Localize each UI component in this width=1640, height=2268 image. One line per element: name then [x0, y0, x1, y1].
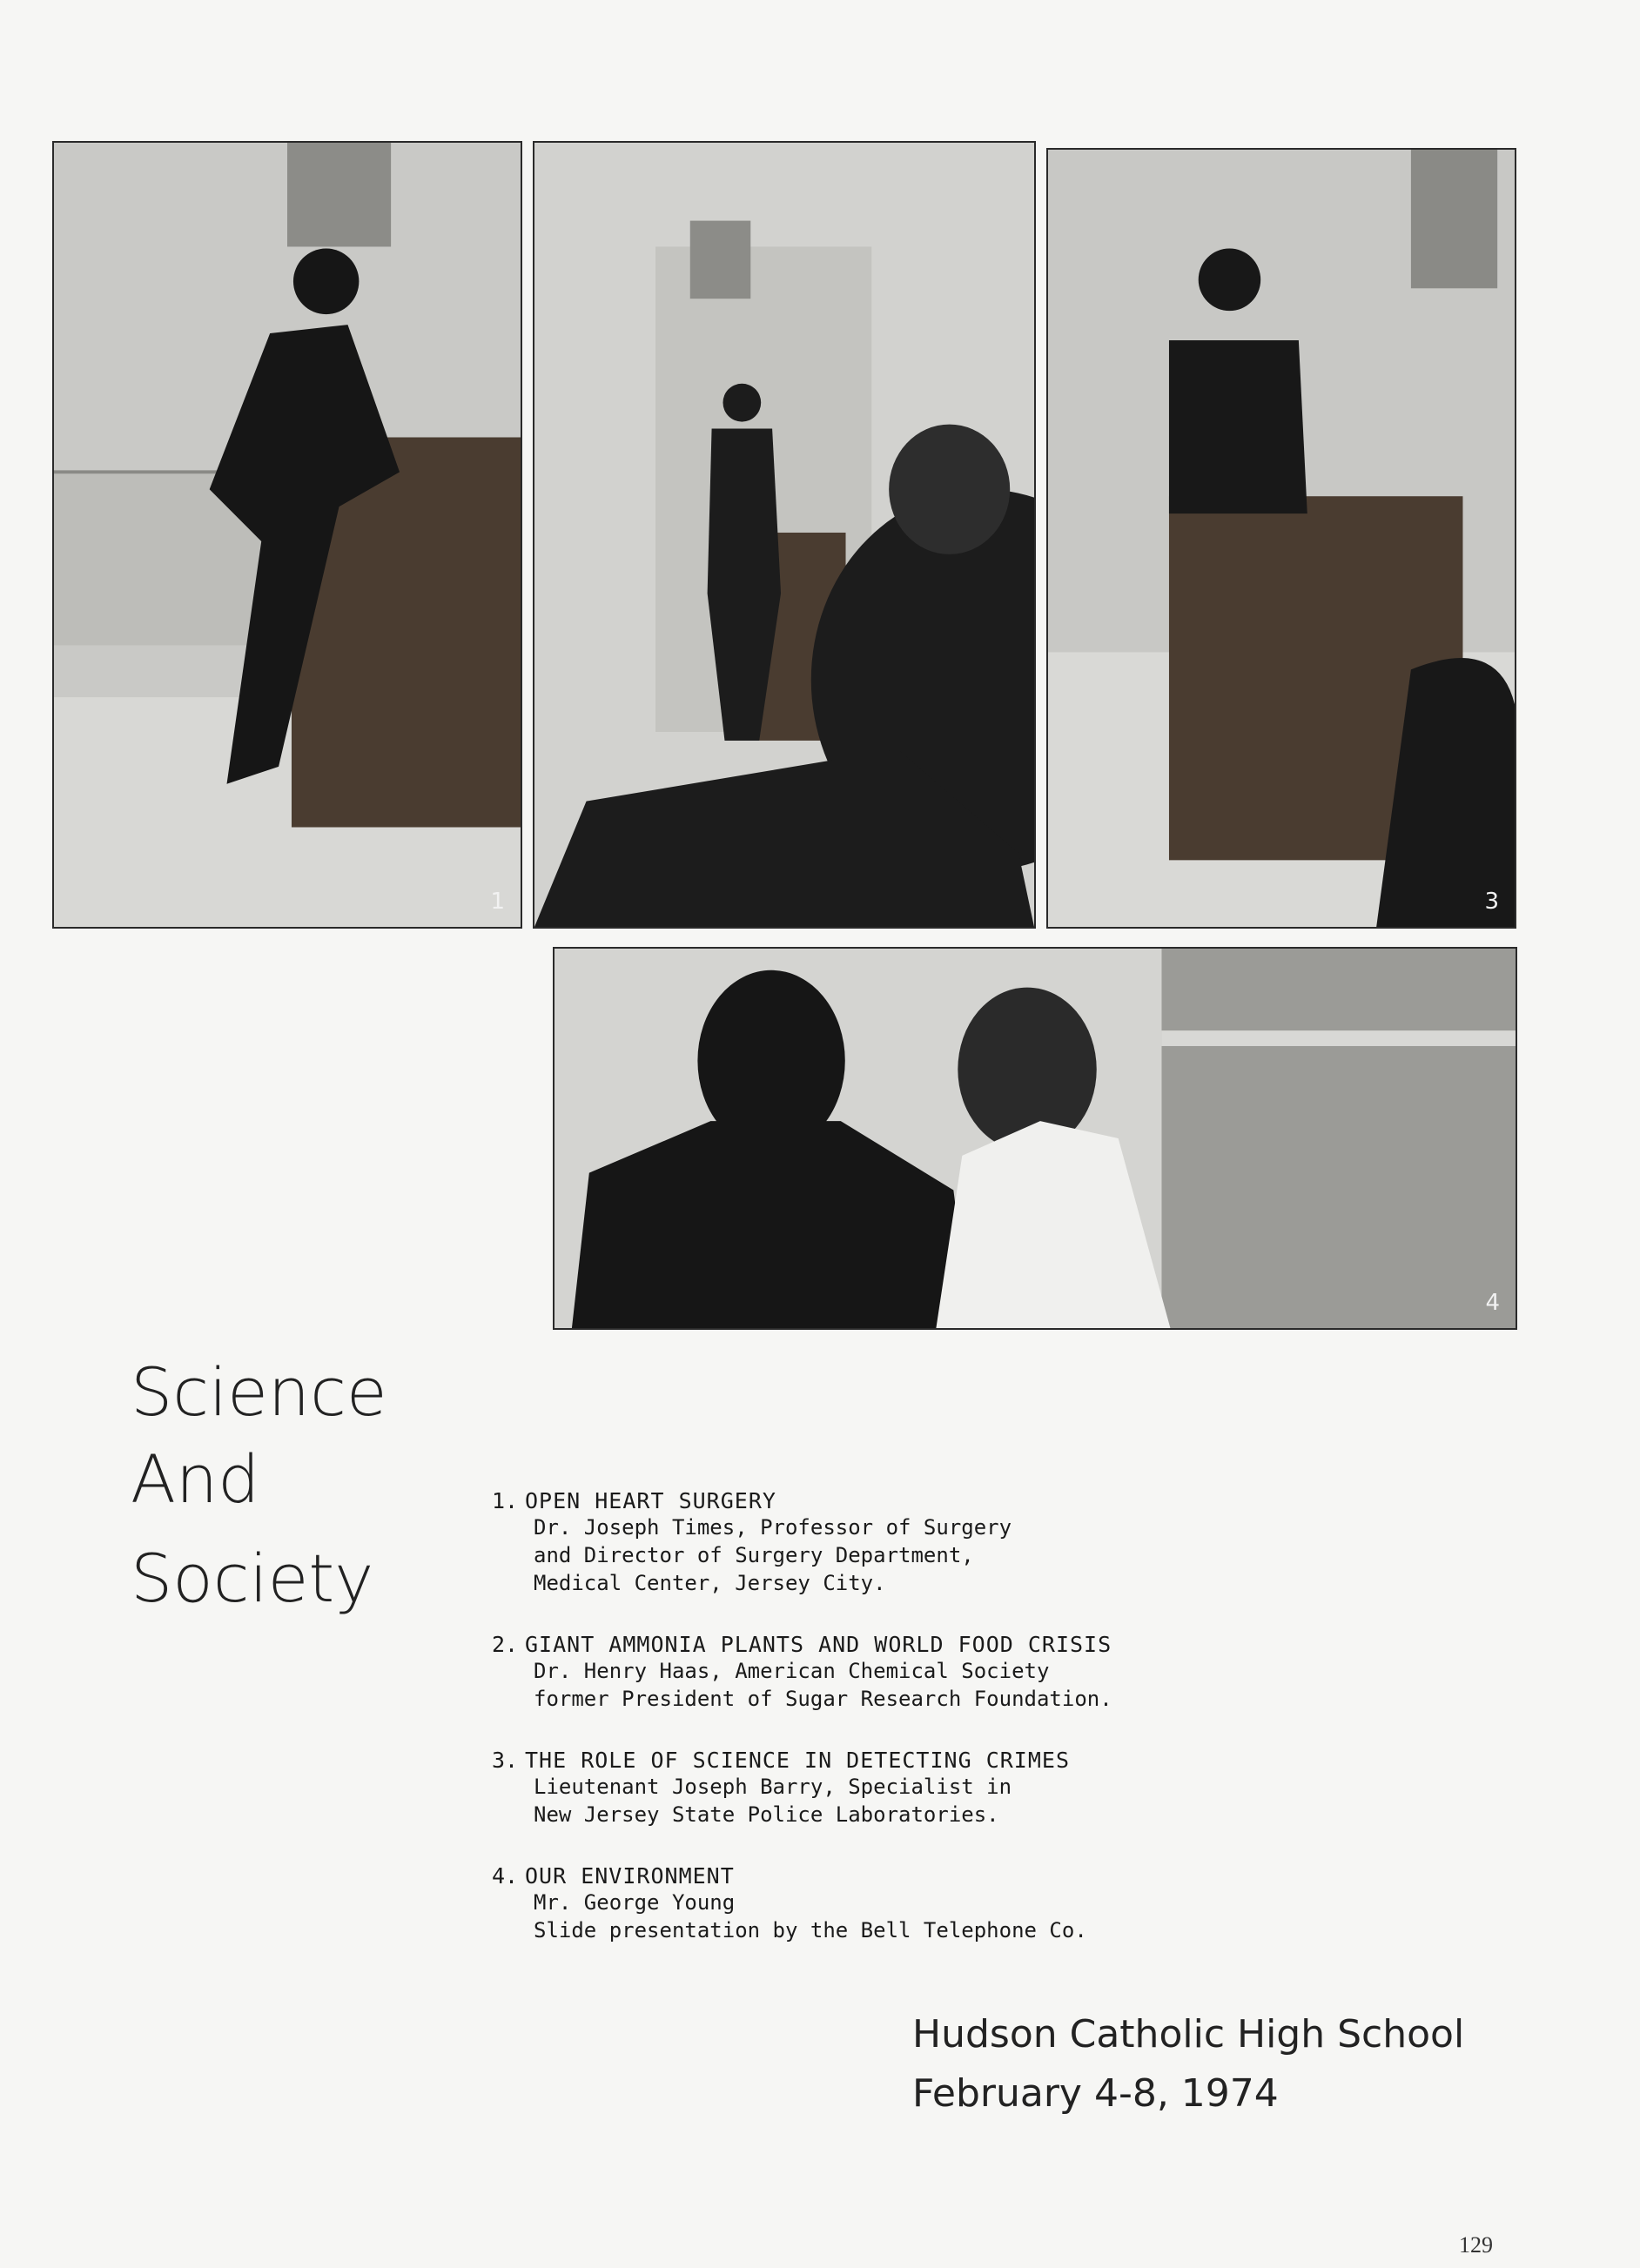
lecture-detail: former President of Sugar Research Foundation. [534, 1687, 1112, 1711]
lecture-item [492, 1748, 1362, 1828]
photo-number: 3 [1484, 889, 1499, 915]
photo-3-scene [1048, 150, 1515, 927]
page-title-line-3: Society [131, 1540, 374, 1617]
lecture-detail: New Jersey State Police Laboratories. [534, 1802, 999, 1827]
lecture-detail: and Director of Surgery Department, [534, 1543, 974, 1567]
photo-1-scene [54, 143, 521, 927]
lecture-list [492, 1488, 1362, 1979]
lecture-number: 4. [492, 1863, 519, 1889]
photo-1-speaker-at-podium [52, 141, 522, 929]
lecture-item [492, 1632, 1362, 1713]
photo-2-scene [534, 143, 1034, 927]
lecture-item [492, 1488, 1362, 1597]
page-number: 129 [1459, 2232, 1493, 2258]
lecture-detail: Dr. Henry Haas, American Chemical Society [534, 1659, 1050, 1683]
photo-4-scene [555, 949, 1516, 1328]
school-name: Hudson Catholic High School [912, 2012, 1465, 2057]
lecture-detail: Mr. George Young [534, 1890, 736, 1915]
page-title-line-1: Science [131, 1353, 387, 1431]
lecture-title: OUR ENVIRONMENT [525, 1863, 735, 1889]
lecture-detail: Slide presentation by the Bell Telephone Co. [534, 1918, 1087, 1943]
photo-3-speaker-with-microphone [1046, 148, 1516, 929]
lecture-title: OPEN HEART SURGERY [525, 1488, 776, 1513]
lecture-number: 2. [492, 1632, 519, 1657]
photo-number: 4 [1485, 1290, 1500, 1316]
event-dates: February 4-8, 1974 [912, 2071, 1279, 2116]
photo-4-speaker-talking-with-student [553, 947, 1517, 1330]
lecture-number: 3. [492, 1748, 519, 1773]
lecture-title: GIANT AMMONIA PLANTS AND WORLD FOOD CRISIS [525, 1632, 1112, 1657]
photo-number: 1 [490, 889, 505, 915]
photo-2-speaker-and-audience [533, 141, 1036, 929]
lecture-detail: Medical Center, Jersey City. [534, 1571, 886, 1595]
page-title-line-2: And [131, 1440, 260, 1518]
lecture-detail: Dr. Joseph Times, Professor of Surgery [534, 1515, 1012, 1540]
lecture-detail: Lieutenant Joseph Barry, Specialist in [534, 1775, 1012, 1799]
lecture-title: THE ROLE OF SCIENCE IN DETECTING CRIMES [525, 1748, 1070, 1773]
lecture-number: 1. [492, 1488, 519, 1513]
lecture-item [492, 1863, 1362, 1944]
